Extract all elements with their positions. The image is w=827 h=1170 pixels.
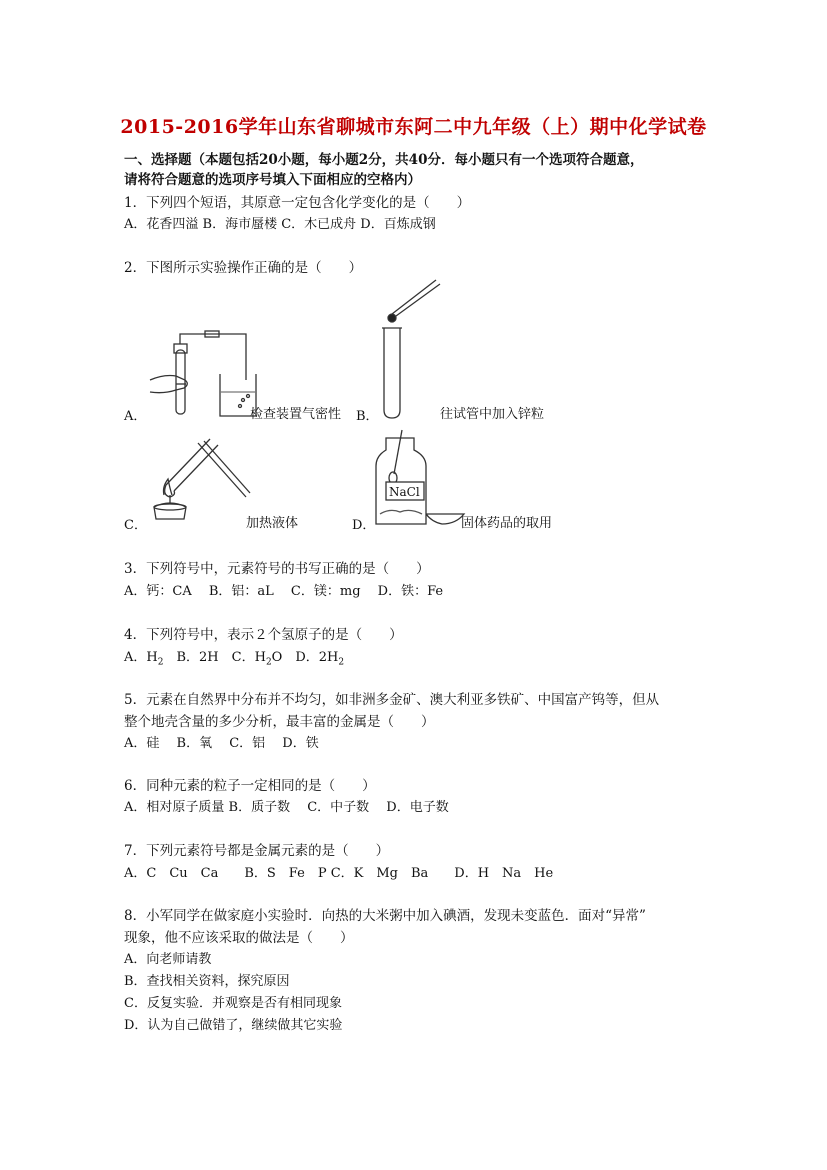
nacl-label: NaCl — [389, 485, 420, 499]
question-3-options: A．钙：CA B．铝：aL C．镁：mg D．铁：Fe — [124, 584, 444, 599]
figure-heating-liquid — [148, 433, 252, 525]
section-heading: 一、选择题（本题包括20小题，每小题2分，共40分．每小题只有一个选项符合题意， — [124, 152, 644, 168]
page-title: 2015-2016学年山东省聊城市东阿二中九年级（上）期中化学试卷 — [120, 116, 707, 138]
question-3-stem: 3．下列符号中，元素符号的书写正确的是（ ） — [124, 561, 430, 577]
question-8-option-b: B．查找相关资料，探究原因 — [124, 974, 290, 989]
option-b-caption: 往试管中加入锌粒 — [440, 407, 545, 422]
option-d-caption: 固体药品的取用 — [461, 516, 553, 531]
question-8-option-c: C．反复实验．并观察是否有相同现象 — [124, 996, 342, 1011]
question-8-stem: 8．小军同学在做家庭小实验时．向热的大米粥中加入碘酒，发现未变蓝色．面对“异常” — [124, 908, 646, 924]
option-a-letter: A． — [124, 409, 147, 424]
option-c-letter: C． — [124, 518, 147, 533]
section-heading-cont: 请将符合题意的选项序号填入下面相应的空格内） — [124, 172, 421, 188]
question-6-options: A．相对原子质量 B．质子数 C．中子数 D．电子数 — [124, 800, 449, 815]
question-5-stem-cont: 整个地壳含量的多少分析，最丰富的金属是（ ） — [124, 714, 435, 730]
option-b-letter: B． — [356, 409, 379, 424]
question-5-options: A．硅 B．氧 C．铝 D．铁 — [124, 736, 319, 751]
question-7-stem: 7．下列元素符号都是金属元素的是（ ） — [124, 843, 390, 859]
question-1-stem: 1．下列四个短语，其原意一定包含化学变化的是（ ） — [124, 195, 471, 211]
option-d-letter: D． — [352, 518, 376, 533]
question-6-stem: 6．同种元素的粒子一定相同的是（ ） — [124, 778, 376, 794]
option-c-caption: 加热液体 — [246, 516, 299, 531]
question-4-stem: 4．下列符号中，表示２个氢原子的是（ ） — [124, 627, 403, 643]
question-1-options: A．花香四溢 B．海市蜃楼 C．木已成舟 D．百炼成钢 — [124, 217, 436, 232]
option-a-caption: 检查装置气密性 — [250, 407, 342, 422]
figure-add-zinc — [378, 276, 444, 422]
question-2-stem: 2．下图所示实验操作正确的是（ ） — [124, 260, 363, 276]
question-7-options: A．C Cu Ca B．S Fe P C．K Mg Ba D．H Na He — [124, 866, 554, 881]
question-8-option-d: D．认为自己做错了，继续做其它实验 — [124, 1018, 343, 1033]
question-8-stem-cont: 现象，他不应该采取的做法是（ ） — [124, 930, 354, 946]
question-5-stem: 5．元素在自然界中分布并不均匀，如非洲多金矿、澳大利亚多铁矿、中国富产钨等，但从 — [124, 692, 660, 708]
question-4-options: A．$H_2$ B．2H C．$H_2O$ D．$2H_2$ — [124, 650, 345, 668]
figure-solid-reagent — [372, 430, 464, 528]
figure-airtightness-check — [150, 328, 260, 420]
question-8-option-a: A．向老师请教 — [124, 952, 212, 967]
